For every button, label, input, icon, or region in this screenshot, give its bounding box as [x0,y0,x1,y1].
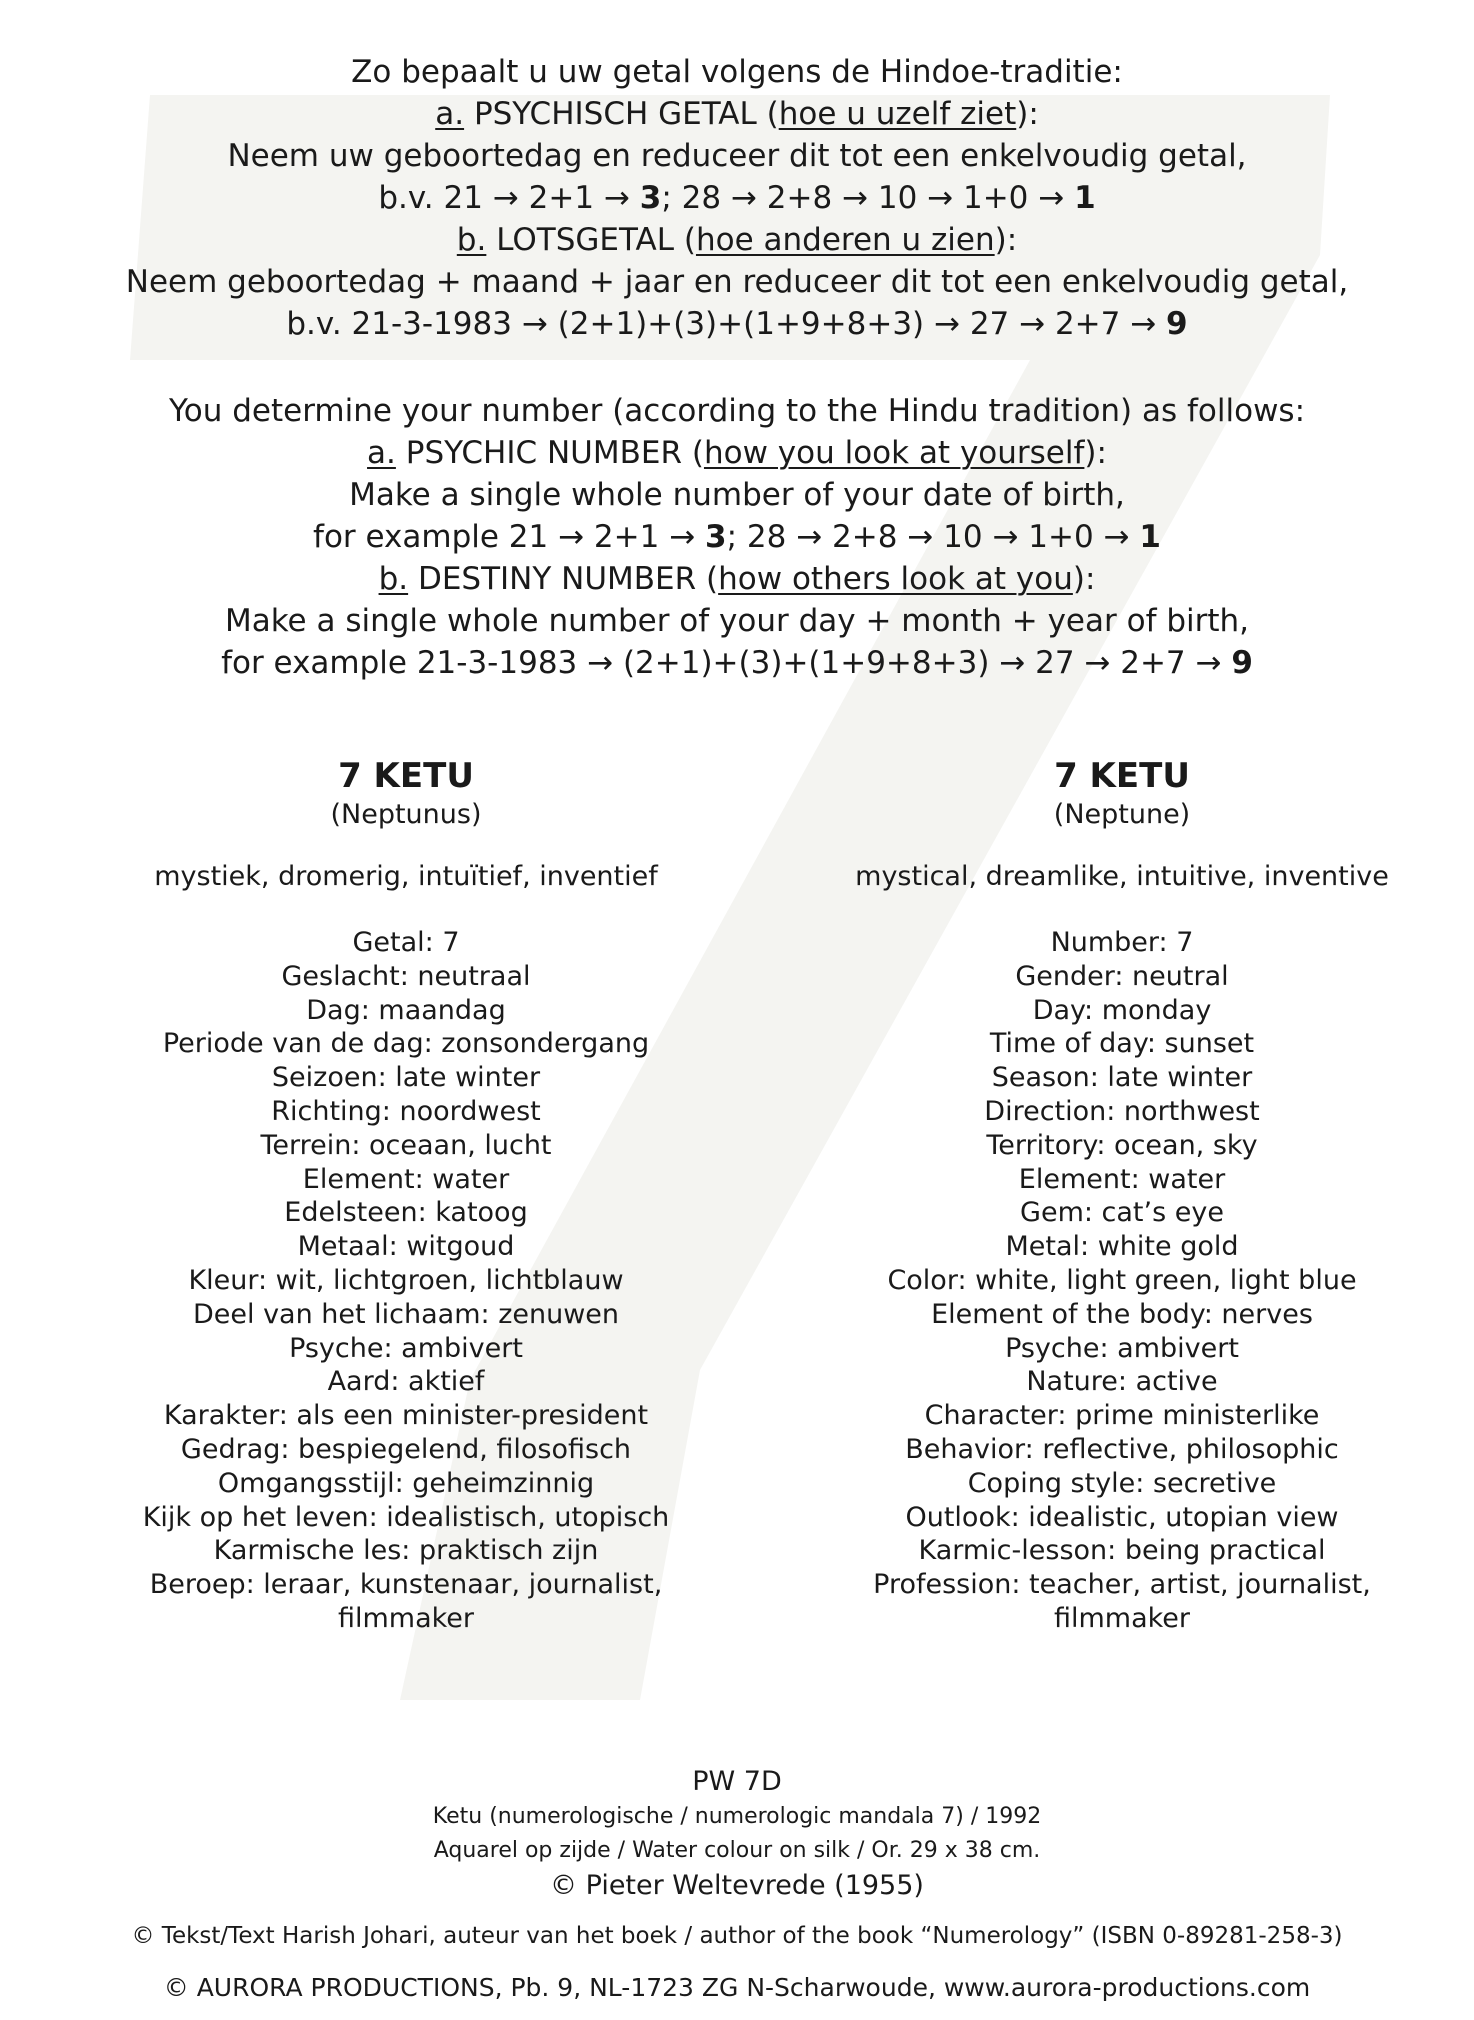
intro-nl-b-title: LOTSGETAL ( [496,222,696,258]
property-item: Kleur: wit, lichtgroen, lichtblauw [188,1264,624,1296]
property-item: Terrein: oceaan, lucht [260,1129,552,1161]
intro-nl-a-title: PSYCHISCH GETAL ( [473,96,779,132]
intro-en-b-result: 9 [1231,645,1253,681]
property-item: Element: water [302,1163,510,1195]
property-item: Gedrag: bespiegelend, filosofisch [180,1433,632,1465]
intro-nl-a-example-2: ; 28 → 2+8 → 10 → 1+0 → [661,180,1075,216]
intro-en-a-hint: how you look at yourself [703,435,1085,471]
intro-en-b-example-line [0,642,1474,684]
ketu-en-title: 7 KETU [1054,756,1190,796]
property-item: Outlook: idealistic, utopian view [905,1501,1339,1533]
property-item: Number: 7 [1050,927,1194,958]
property-item: Omgangsstijl: geheimzinnig [217,1467,595,1499]
property-item: Periode van de dag: zonsondergang [162,1028,650,1060]
property-item: Time of day: sunset [989,1028,1255,1060]
intro-nl-b [0,219,1474,261]
property-item: Deel van het lichaam: zenuwen [192,1298,620,1330]
property-item: Psyche: ambivert [289,1332,523,1364]
property-item: Dag: maandag [306,994,506,1026]
intro-nl-a-example [0,177,1474,219]
property-item: Karmische les: praktisch zijn [213,1535,599,1567]
intro-en-b-example: for example 21-3-1983 → (2+1)+(3)+(1+9+8+3) → 27 → 2+7 → [221,645,1232,681]
property-item: Karakter: als een minister-president [163,1400,649,1432]
artwork-code: PW 7D [692,1766,782,1797]
intro-en-b-title: DESTINY NUMBER ( [417,561,719,597]
property-item: Edelsteen: katoog [284,1197,528,1229]
intro-en-heading: You determine your number (according to the Hindu tradition) as follows: [168,393,1306,429]
property-item: Getal: 7 [352,927,460,958]
intro-nl-b-letter: b. [456,222,487,258]
intro-en-a-result-2: 1 [1139,519,1161,555]
intro-en-b-hint: how others look at you [718,561,1073,597]
property-item: Territory: ocean, sky [986,1129,1258,1161]
artwork-title: Ketu (numerologische / numerologic mandala 7) / 1992 [432,1804,1042,1829]
intro-nl-a-example-1: b.v. 21 → 2+1 → [378,180,640,216]
intro-en-b-close: ): [1072,561,1096,597]
intro-en-a [0,432,1474,474]
property-item: Element: water [1018,1163,1226,1195]
intro-nl-a-instruction: Neem uw geboortedag en reduceer dit tot een enkelvoudig getal, [227,138,1247,174]
intro-en-a-close: ): [1084,435,1107,471]
intro-en-b-letter: b. [378,561,409,597]
property-item: Element of the body: nerves [931,1298,1313,1330]
intro-nl-heading: Zo bepaalt u uw getal volgens de Hindoe-traditie: [351,54,1123,90]
intro-nl-a-hint: hoe u uzelf ziet [778,96,1017,132]
property-item: Day: monday [1032,994,1212,1026]
property-item: Season: late winter [991,1062,1253,1094]
property-item: Behavior: reflective, philosophic [905,1433,1339,1465]
property-item: Seizoen: late winter [271,1062,541,1094]
property-item: Kijk op het leven: idealistisch, utopisch [142,1501,670,1533]
intro-nl-a-result-2: 1 [1074,180,1096,216]
ketu-en-keywords: mystical, dreamlike, intuitive, inventive [855,861,1389,892]
intro-nl-b-hint: hoe anderen u zien [695,222,995,258]
property-item: Coping style: secretive [967,1467,1277,1499]
intro-nl-b-example-line [0,303,1474,345]
intro-en-a-example-2: ; 28 → 2+8 → 10 → 1+0 → [726,519,1140,555]
ketu-en-subtitle: (Neptune) [1053,799,1191,830]
ketu-nl-properties [106,926,706,1636]
intro-en-a-letter: a. [367,435,396,471]
property-item: Profession: teacher, artist, journalist, [873,1569,1371,1601]
property-item: Geslacht: neutraal [281,960,531,992]
property-item: filmmaker [1053,1602,1191,1634]
intro-en-a-title: PSYCHIC NUMBER ( [405,435,704,471]
intro-en-a-example [0,516,1474,558]
property-item: Karmic-lesson: being practical [918,1535,1326,1567]
property-item: Aard: aktief [327,1366,485,1398]
intro-nl-b-close: ): [994,222,1018,258]
intro-en-b-instruction: Make a single whole number of your day + month + year of birth, [224,603,1250,639]
ketu-nl-title: 7 KETU [338,756,474,796]
property-item: Color: white, light green, light blue [887,1264,1357,1296]
intro-nl-b-result: 9 [1166,306,1188,342]
property-item: Richting: noordwest [271,1095,541,1127]
property-item: Character: prime ministerlike [924,1400,1320,1432]
property-item: Direction: northwest [984,1095,1260,1127]
intro-nl-a [0,93,1474,135]
intro-en-a-result-1: 3 [705,519,727,555]
artist-copyright: © Pieter Weltevrede (1955) [550,1870,924,1901]
intro-nl-a-result-1: 3 [639,180,662,216]
intro-en-a-example-1: for example 21 → 2+1 → [313,519,706,555]
intro-nl-b-example: b.v. 21-3-1983 → (2+1)+(3)+(1+9+8+3) → 27 → 2+7 → [286,306,1167,342]
property-item: Gender: neutral [1015,960,1229,992]
property-item: Metal: white gold [1005,1231,1239,1263]
intro-en-b [0,558,1474,600]
property-item: Nature: active [1026,1366,1218,1398]
publisher-copyright: © AURORA PRODUCTIONS, Pb. 9, NL-1723 ZG N-Scharwoude, www.aurora-productions.com [163,1973,1311,2002]
property-item: Metaal: witgoud [297,1231,515,1263]
ketu-nl-subtitle: (Neptunus) [330,799,482,830]
ketu-en-properties [822,926,1422,1636]
text-copyright: © Tekst/Text Harish Johari, auteur van het boek / author of the book “Numerology” (ISBN 0-89281-258-3) [131,1923,1343,1949]
ketu-nl-keywords: mystiek, dromerig, intuïtief, inventief [154,861,658,892]
property-item: Psyche: ambivert [1005,1332,1239,1364]
intro-nl-a-letter: a. [435,96,465,132]
intro-en-a-instruction: Make a single whole number of your date of birth, [349,477,1125,513]
property-item: filmmaker [337,1602,475,1634]
artwork-medium: Aquarel op zijde / Water colour on silk / Or. 29 x 38 cm. [433,1838,1041,1863]
property-item: Gem: cat’s eye [1020,1197,1224,1229]
intro-nl-a-close: ): [1016,96,1039,132]
intro-nl-b-instruction: Neem geboortedag + maand + jaar en reduceer dit tot een enkelvoudig getal, [125,264,1349,300]
property-item: Beroep: leraar, kunstenaar, journalist, [149,1569,663,1601]
